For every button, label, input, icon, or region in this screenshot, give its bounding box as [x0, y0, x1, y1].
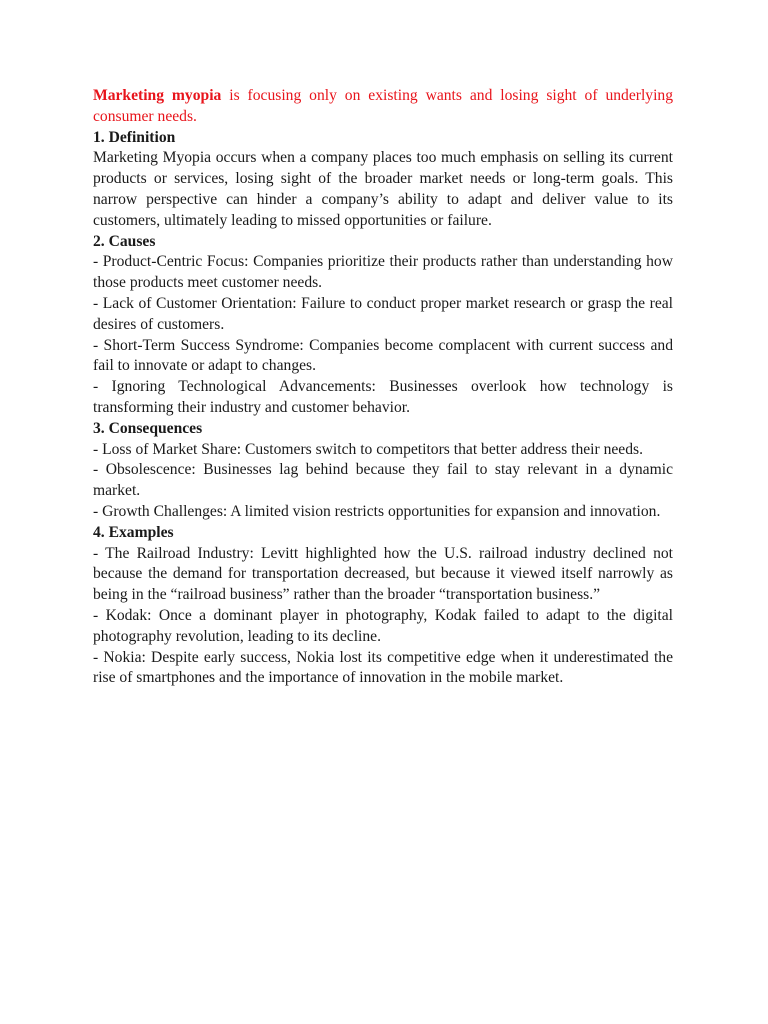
- list-item: - The Railroad Industry: Levitt highlighted how the U.S. railroad industry declined not because the demand for transportation decreased, but because it viewed itself narrowly as being in the “railroad business” rather than the broader “transportation business.”: [93, 544, 673, 604]
- list-item: - Obsolescence: Businesses lag behind because they fail to stay relevant in a dynamic market.: [93, 461, 673, 500]
- list-item: - Lack of Customer Orientation: Failure to conduct proper market research or grasp the real desires of customers.: [93, 294, 673, 333]
- consequences-list: [93, 440, 673, 523]
- list-item: - Short-Term Success Syndrome: Companies become complacent with current success and fail to innovate or adapt to changes.: [93, 336, 673, 375]
- examples-list: [93, 544, 673, 690]
- section-examples: [93, 523, 673, 689]
- section-consequences: [93, 419, 673, 523]
- intro-sentence: [93, 86, 673, 128]
- causes-list: [93, 252, 673, 418]
- list-item: - Nokia: Despite early success, Nokia lost its competitive edge when it underestimated the rise of smartphones and the importance of innovation in the mobile market.: [93, 648, 673, 687]
- intro-term: Marketing myopia: [93, 87, 222, 104]
- section-definition: [93, 128, 673, 232]
- list-item: - Loss of Market Share: Customers switch to competitors that better address their needs.: [93, 440, 643, 458]
- section-heading: 4. Examples: [93, 523, 174, 541]
- section-causes: [93, 232, 673, 419]
- document-page: [93, 86, 673, 689]
- list-item: - Product-Centric Focus: Companies prioritize their products rather than understanding how those products meet customer needs.: [93, 253, 673, 292]
- list-item: - Kodak: Once a dominant player in photography, Kodak failed to adapt to the digital photography revolution, leading to its decline.: [93, 606, 673, 645]
- section-heading: 1. Definition: [93, 128, 176, 146]
- section-heading: 3. Consequences: [93, 419, 203, 437]
- section-heading: 2. Causes: [93, 232, 156, 250]
- intro-text: is focusing only on existing wants and losing sight of underlying consumer needs.: [93, 87, 674, 125]
- list-item: - Growth Challenges: A limited vision restricts opportunities for expansion and innovation.: [93, 502, 661, 520]
- definition-paragraph: Marketing Myopia occurs when a company places too much emphasis on selling its current products or services, losing sight of the broader market needs or long-term goals. This narrow perspective can hinder a company’s ability to adapt and deliver value to its customers, ultimately leading to missed opportunities or failure.: [93, 149, 673, 229]
- list-item: - Ignoring Technological Advancements: Businesses overlook how technology is transforming their industry and customer behavior.: [93, 378, 673, 416]
